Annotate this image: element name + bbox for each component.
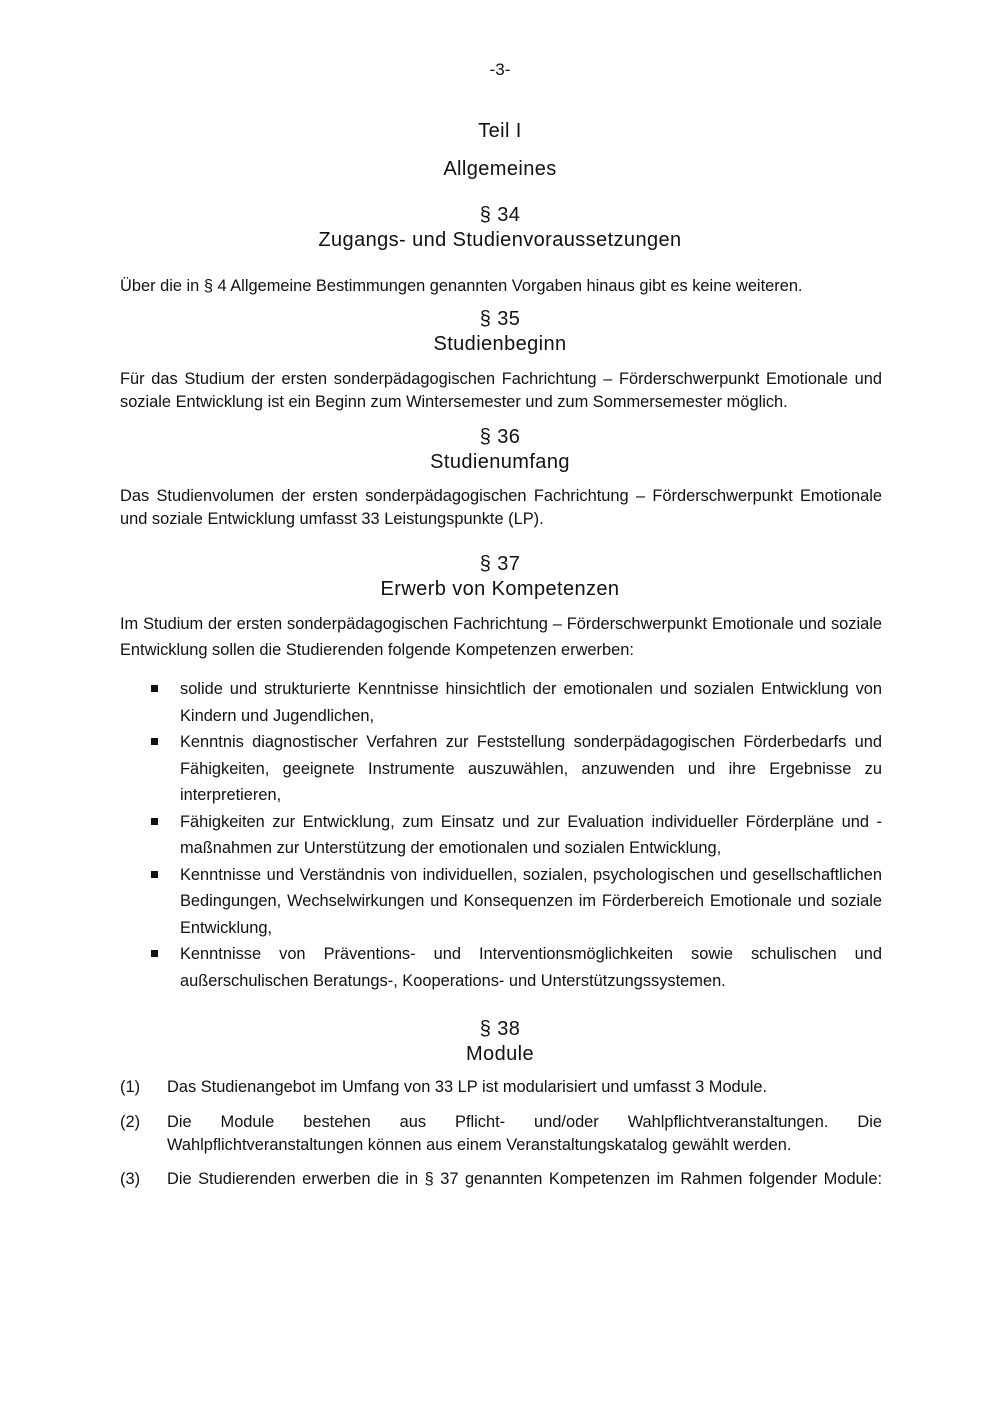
list-item <box>120 941 882 994</box>
section-34-title: Zugangs- und Studienvoraussetzungen <box>318 229 682 251</box>
square-bullet-icon <box>151 738 158 745</box>
list-item-text: Kenntnis diagnostischer Verfahren zur Feststellung sonderpädagogischen Förderbedarfs und Fähigkeiten, geeignete Instrumente auszuwählen, anzuwenden und ihre Ergebnisse zu interpretieren, <box>180 733 882 804</box>
section-35-title: Studienbeginn <box>433 333 567 355</box>
list-item-text: solide und strukturierte Kenntnisse hinsichtlich der emotionalen und sozialen Entwicklung von Kindern und Jugendlichen, <box>180 680 882 725</box>
item-number: (3) <box>120 1170 141 1188</box>
section-36-number: § 36 <box>479 426 521 448</box>
part-title: Teil I <box>478 120 522 142</box>
section-38-title: Module <box>466 1043 534 1065</box>
item-text: Das Studienangebot im Umfang von 33 LP ist modularisiert und umfasst 3 Module. <box>167 1078 768 1096</box>
section-36-text: Das Studienvolumen der ersten sonderpädagogischen Fachrichtung – Förderschwerpunkt Emotionale und soziale Entwicklung umfasst 33 Leistungspunkte (LP). <box>120 487 882 528</box>
item-number: (2) <box>120 1113 141 1131</box>
part-subtitle: Allgemeines <box>443 158 557 180</box>
square-bullet-icon <box>151 950 158 957</box>
square-bullet-icon <box>151 871 158 878</box>
page-number: -3- <box>489 60 511 79</box>
item-text: Die Studierenden erwerben die in § 37 genannten Kompetenzen im Rahmen folgender Module: <box>167 1170 882 1188</box>
square-bullet-icon <box>151 685 158 692</box>
section-38-number: § 38 <box>479 1018 521 1040</box>
list-item-text: Kenntnisse und Verständnis von individuellen, sozialen, psychologischen und gesellschaftlichen Bedingungen, Wechselwirkungen und Konsequenzen im Förderbereich Emotionale und soziale Entwicklung, <box>180 865 882 937</box>
section-36-title: Studienumfang <box>430 451 570 473</box>
list-item <box>120 676 882 729</box>
section-35-text: Für das Studium der ersten sonderpädagogischen Fachrichtung – Förderschwerpunkt Emotionale und soziale Entwicklung ist ein Beginn zum Wintersemester und zum Sommersemester möglich. <box>120 370 882 411</box>
section-37-intro: Im Studium der ersten sonderpädagogischen Fachrichtung – Förderschwerpunkt Emotionale und soziale Entwicklung sollen die Studierenden folgende Kompetenzen erwerben: <box>120 615 882 659</box>
numbered-item <box>120 1168 882 1191</box>
competence-list <box>120 676 882 994</box>
item-number: (1) <box>120 1078 141 1096</box>
list-item <box>120 729 882 809</box>
section-37-number: § 37 <box>479 553 521 575</box>
list-item-text: Kenntnisse von Präventions- und Interventionsmöglichkeiten sowie schulischen und außerschulischen Beratungs-, Kooperations- und Unterstützungssystemen. <box>180 945 882 990</box>
numbered-item <box>120 1076 882 1099</box>
item-text: Die Module bestehen aus Pflicht- und/oder Wahlpflichtveranstaltungen. Die Wahlpflichtveranstaltungen können aus einem Veranstaltungskatalog gewählt werden. <box>167 1113 882 1154</box>
section-34-number: § 34 <box>479 204 521 226</box>
numbered-item <box>120 1111 882 1157</box>
section-35-number: § 35 <box>479 308 521 330</box>
section-34-text: Über die in § 4 Allgemeine Bestimmungen genannten Vorgaben hinaus gibt es keine weiteren. <box>120 277 803 295</box>
section-37-title: Erwerb von Kompetenzen <box>380 578 620 600</box>
list-item-text: Fähigkeiten zur Entwicklung, zum Einsatz und zur Evaluation individueller Förderpläne und -maßnahmen zur Unterstützung der emotionalen und sozialen Entwicklung, <box>180 812 882 857</box>
list-item <box>120 809 882 862</box>
list-item <box>120 862 882 942</box>
square-bullet-icon <box>151 818 158 825</box>
